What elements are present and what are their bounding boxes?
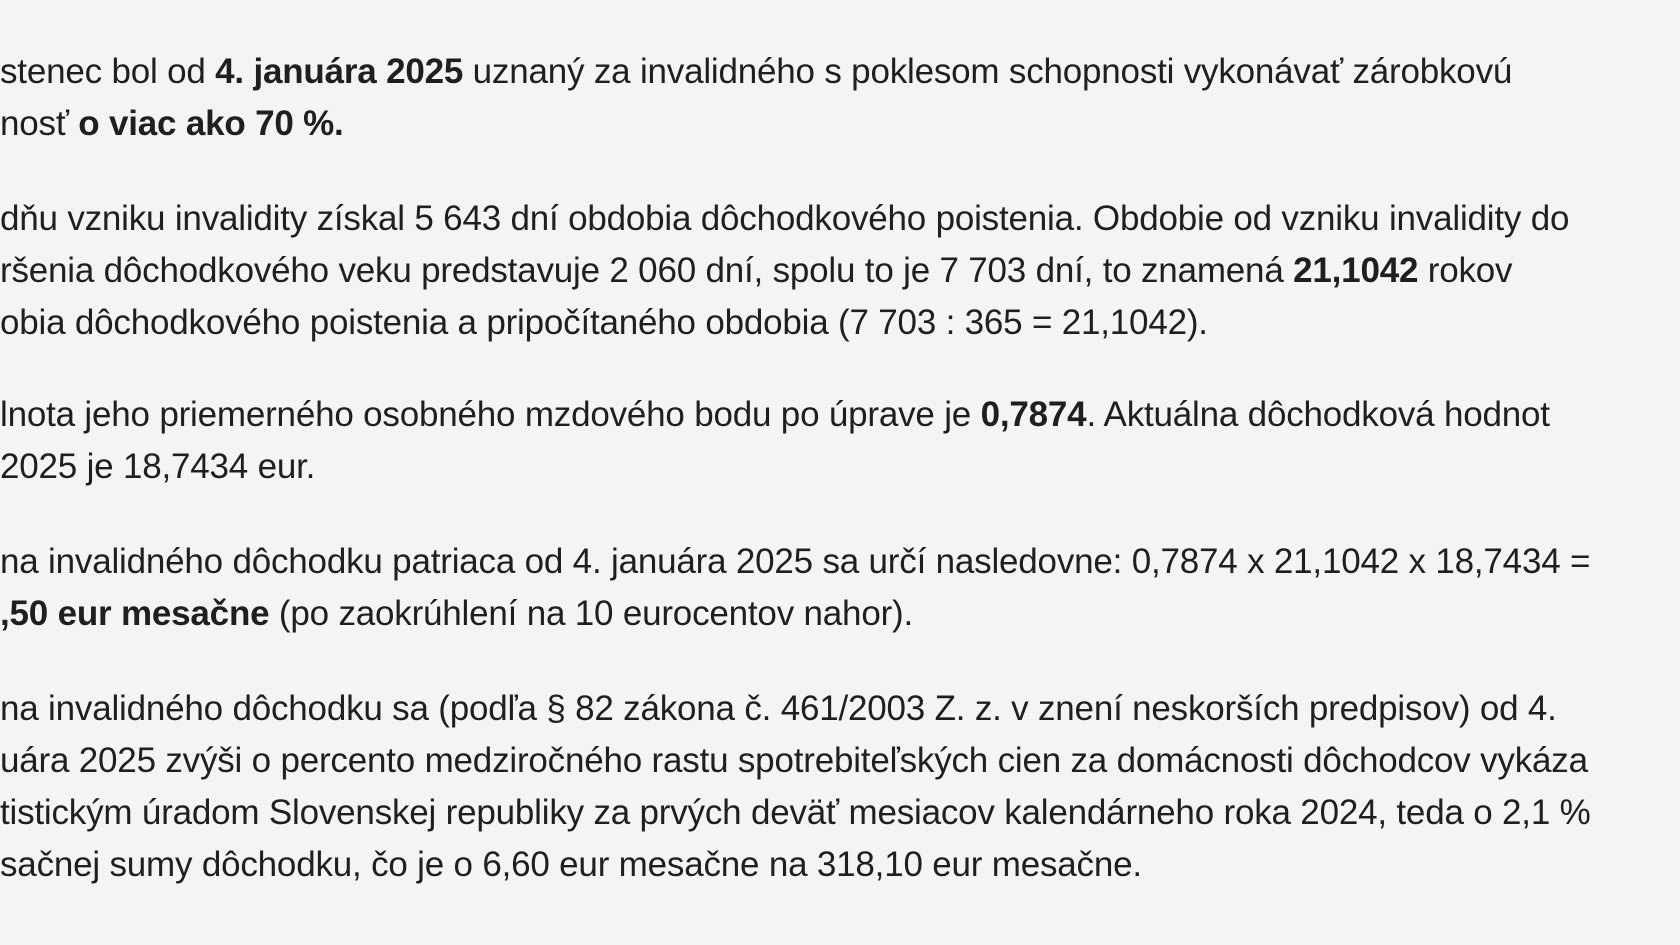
text-line: ršenia dôchodkového veku predstavuje 2 060 dní, spolu to je 7 703 dní, to znamená 21,1042 rokov — [0, 251, 1513, 290]
text-line: ,50 eur mesačne (po zaokrúhlení na 10 eurocentov nahor). — [0, 594, 914, 633]
paragraph-recognition — [0, 46, 1680, 150]
bold-percentage: o viac ako 70 %. — [78, 104, 344, 143]
text-line: lnota jeho priemerného osobného mzdového bodu po úprave je 0,7874. Aktuálna dôchodková hodnot — [0, 395, 1550, 434]
bold-monthly-amount: ,50 eur mesačne — [0, 594, 270, 633]
text-line: stenec bol od 4. januára 2025 uznaný za invalidného s poklesom schopnosti vykonávať zárobkovú — [0, 52, 1513, 91]
text-line: 2025 je 18,7434 eur. — [0, 447, 316, 486]
text-line: obia dôchodkového poistenia a pripočítaného obdobia (7 703 : 365 = 21,1042). — [0, 303, 1208, 342]
paragraph-wage-point — [0, 389, 1680, 493]
bold-wage-point: 0,7874 — [980, 395, 1087, 434]
text-line: sačnej sumy dôchodku, čo je o 6,60 eur mesačne na 318,10 eur mesačne. — [0, 845, 1142, 884]
paragraph-valorization — [0, 683, 1680, 891]
text-line: nosť o viac ako 70 %. — [0, 104, 344, 143]
text-line: na invalidného dôchodku patriaca od 4. januára 2025 sa určí nasledovne: 0,7874 x 21,1042 x 18,7434 = — [0, 542, 1591, 581]
paragraph-pension-calculation — [0, 536, 1680, 640]
bold-date: 4. januára 2025 — [215, 52, 464, 91]
text-line: tistickým úradom Slovenskej republiky za prvých deväť mesiacov kalendárneho roka 2024, teda o 2,1 % — [0, 793, 1591, 832]
bold-years: 21,1042 — [1293, 251, 1419, 290]
text-line: uára 2025 zvýši o percento medziročného rastu spotrebiteľských cien za domácnosti dôchodcov vykáza — [0, 741, 1588, 780]
text-line: dňu vzniku invalidity získal 5 643 dní obdobia dôchodkového poistenia. Obdobie od vzniku invalidity do — [0, 199, 1570, 238]
paragraph-insurance-period — [0, 193, 1680, 349]
text-line: na invalidného dôchodku sa (podľa § 82 zákona č. 461/2003 Z. z. v znení neskorších predpisov) od 4. — [0, 689, 1557, 728]
